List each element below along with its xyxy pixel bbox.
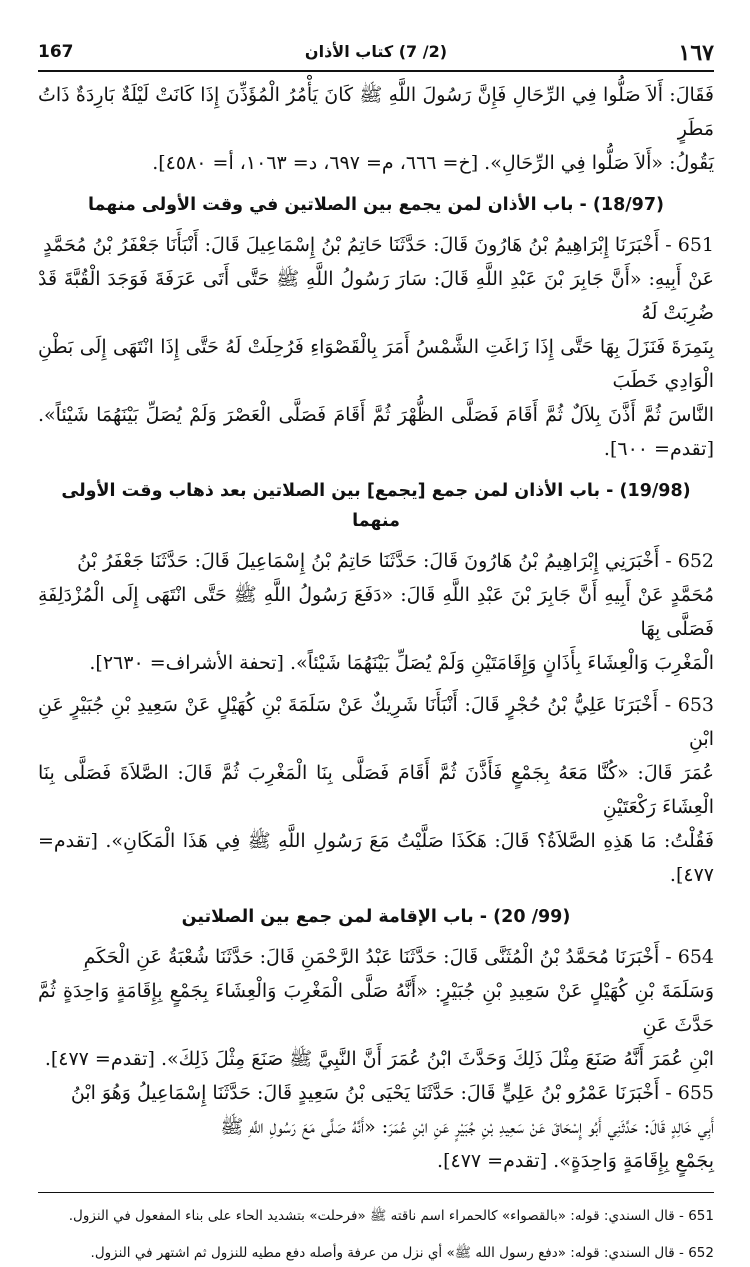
text-line: وَسَلَمَةَ بْنِ كُهَيْلٍ عَنْ سَعِيدِ بْنِ جُبَيْرٍ: «أَنَّهُ صَلَّى الْمَغْرِبَ وَالْعِشَاءَ بِجَمْعٍ بِإِقَامَةٍ وَاحِدَةٍ ثُمَّ حَدَّثَ عَنِ (38, 980, 714, 1036)
chapter-heading: (99/ 20) - باب الإقامة لمن جمع بين الصلاتين (181, 907, 571, 927)
book-page (38, 36, 714, 1261)
text-line: عُمَرَ قَالَ: «كُنَّا مَعَهُ بِجَمْعٍ فَأَذَّنَ ثُمَّ أَقَامَ فَصَلَّى بِنَا الْمَغْرِبَ ثُمَّ قَالَ: الصَّلاَةَ فَصَلَّى بِنَا الْعِشَاءَ رَكْعَتَيْنِ (38, 762, 714, 818)
text-line: يَقُولُ: «أَلاَ صَلُّوا فِي الرِّحَالِ». [خ= ٦٦٦، م= ٦٩٧، د= ١٠٦٣، أ= ٤٥٨٠]. (152, 152, 714, 174)
footnote-rule (38, 1192, 714, 1193)
text-line: فَقَالَ: أَلاَ صَلُّوا فِي الرِّحَالِ فَإِنَّ رَسُولَ اللَّهِ ﷺ كَانَ يَأْمُرُ الْمُؤَذِّنَ إِذَا كَانَتْ لَيْلَةٌ بَارِدَةٌ ذَاتُ مَطَرٍ (38, 84, 714, 140)
text-line: 652 - أَخْبَرَنِي إِبْرَاهِيمُ بْنُ هَارُونَ قَالَ: حَدَّثَنَا حَاتِمُ بْنُ إِسْمَاعِيلَ قَالَ: حَدَّثَنَا جَعْفَرُ بْنُ (77, 550, 714, 572)
text-line: الْمَغْرِبَ وَالْعِشَاءَ بِأَذَانٍ وَإِقَامَتَيْنِ وَلَمْ يُصَلِّ بَيْنَهُمَا شَيْئاً». [تحفة الأشراف= ٢٦٣٠]. (89, 652, 714, 674)
running-title: (2/ 7) كتاب الأذان (304, 42, 448, 61)
text-line: بِجَمْعٍ بِإِقَامَةٍ وَاحِدَةٍ». [تقدم= ٤٧٧]. (437, 1150, 714, 1172)
chapter-heading: (19/98) - باب الأذان لمن جمع [يجمع] بين الصلاتين بعد ذهاب وقت الأولى منهما (61, 481, 691, 531)
footnote-651: 651 - قال السندي: قوله: «بالقصواء» كالحمراء اسم ناقته ﷺ «فرحلت» بتشديد الحاء على بناء المفعول في النزول. (68, 1208, 714, 1224)
header-rule (38, 70, 714, 72)
hadith-651 (38, 228, 714, 466)
text-line: 655 - أَخْبَرَنَا عَمْرُو بْنُ عَلِيٍّ قَالَ: حَدَّثَنَا يَحْيَى بْنُ سَعِيدٍ قَالَ: حَدَّثَنَا إِسْمَاعِيلُ وَهُوَ ابْنُ (70, 1082, 714, 1104)
hadith-654 (38, 940, 714, 1076)
chapter-heading: (18/97) - باب الأذان لمن يجمع بين الصلاتين في وقت الأولى منهما (87, 195, 665, 215)
text-line: 654 - أَخْبَرَنَا مُحَمَّدُ بْنُ الْمُثَنَّى قَالَ: حَدَّثَنَا عَبْدُ الرَّحْمَنِ قَالَ: حَدَّثَنَا شُعْبَةُ عَنِ الْحَكَمِ (83, 946, 714, 968)
text-line: عَنْ أَبِيهِ: «أَنَّ جَابِرَ بْنَ عَبْدِ اللَّهِ قَالَ: سَارَ رَسُولُ اللَّهِ ﷺ حَتَّى أَتَى عَرَفَةَ فَوَجَدَ الْقُبَّةَ قَدْ ضُرِبَتْ لَهُ (38, 268, 714, 324)
text-line: ابْنِ عُمَرَ أَنَّهُ صَنَعَ مِثْلَ ذَلِكَ وَحَدَّثَ ابْنُ عُمَرَ أَنَّ النَّبِيَّ ﷺ صَنَعَ مِثْلَ ذَلِكَ». [تقدم= ٤٧٧]. (44, 1048, 714, 1070)
text-line: أَبِي خَالِدٍ قَالَ: حَدَّثَنِي أَبُو إِسْحَاقَ عَنْ سَعِيدِ بْنِ جُبَيْرٍ عَنِ ابْنِ عُمَرَ: «أَنَّهُ صَلَّى مَعَ رَسُولِ اللَّهِ ﷺ (220, 1116, 714, 1138)
text-block (38, 78, 714, 180)
text-line: مُحَمَّدٍ عَنْ أَبِيهِ أَنَّ جَابِرَ بْنَ عَبْدِ اللَّهِ قَالَ: «دَفَعَ رَسُولُ اللَّهِ ﷺ حَتَّى انْتَهَى إِلَى الْمُزْدَلِفَةِ فَصَلَّى بِهَا (38, 584, 714, 640)
text-line: النَّاسَ ثُمَّ أَذَّنَ بِلاَلٌ ثُمَّ أَقَامَ فَصَلَّى الظُّهْرَ ثُمَّ أَقَامَ فَصَلَّى الْعَصْرَ وَلَمْ يُصَلِّ بَيْنَهُمَا شَيْئاً». [تقدم= ٦٠٠]. (38, 404, 714, 460)
page-number-latin: 167 (38, 42, 74, 62)
footnote-652: 652 - قال السندي: قوله: «دفع رسول الله ﷺ» أي نزل من عرفة وأصله دفع مطيه للنزول ثم اشتهر في النزول. (90, 1245, 714, 1261)
text-line: 653 - أَخْبَرَنَا عَلِيُّ بْنُ حُجْرٍ قَالَ: أَنْبَأَنَا شَرِيكٌ عَنْ سَلَمَةَ بْنِ كُهَيْلٍ عَنْ سَعِيدِ بْنِ جُبَيْرٍ عَنِ ابْنِ (38, 694, 714, 750)
hadith-652 (38, 544, 714, 680)
text-line: بِنَمِرَةَ فَنَزَلَ بِهَا حَتَّى إِذَا زَاغَتِ الشَّمْسُ أَمَرَ بِالْقَصْوَاءِ فَرُحِلَتْ لَهُ حَتَّى إِذَا انْتَهَى إِلَى بَطْنِ الْوَادِي خَطَبَ (38, 336, 714, 392)
page-number-arabic: ١٦٧ (678, 40, 714, 66)
text-line: فَقُلْتُ: مَا هَذِهِ الصَّلاَةُ؟ قَالَ: هَكَذَا صَلَّيْتُ مَعَ رَسُولِ اللَّهِ ﷺ فِي هَذَا الْمَكَانِ». [تقدم= ٤٧٧]. (38, 830, 714, 886)
page-body (38, 78, 714, 1267)
page-header (38, 36, 714, 68)
text-line: 651 - أَخْبَرَنَا إِبْرَاهِيمُ بْنُ هَارُونَ قَالَ: حَدَّثَنَا حَاتِمُ بْنُ إِسْمَاعِيلَ قَالَ: أَنْبَأَنَا جَعْفَرُ بْنُ مُحَمَّدٍ (43, 234, 714, 256)
hadith-653 (38, 688, 714, 892)
hadith-655 (38, 1076, 714, 1178)
